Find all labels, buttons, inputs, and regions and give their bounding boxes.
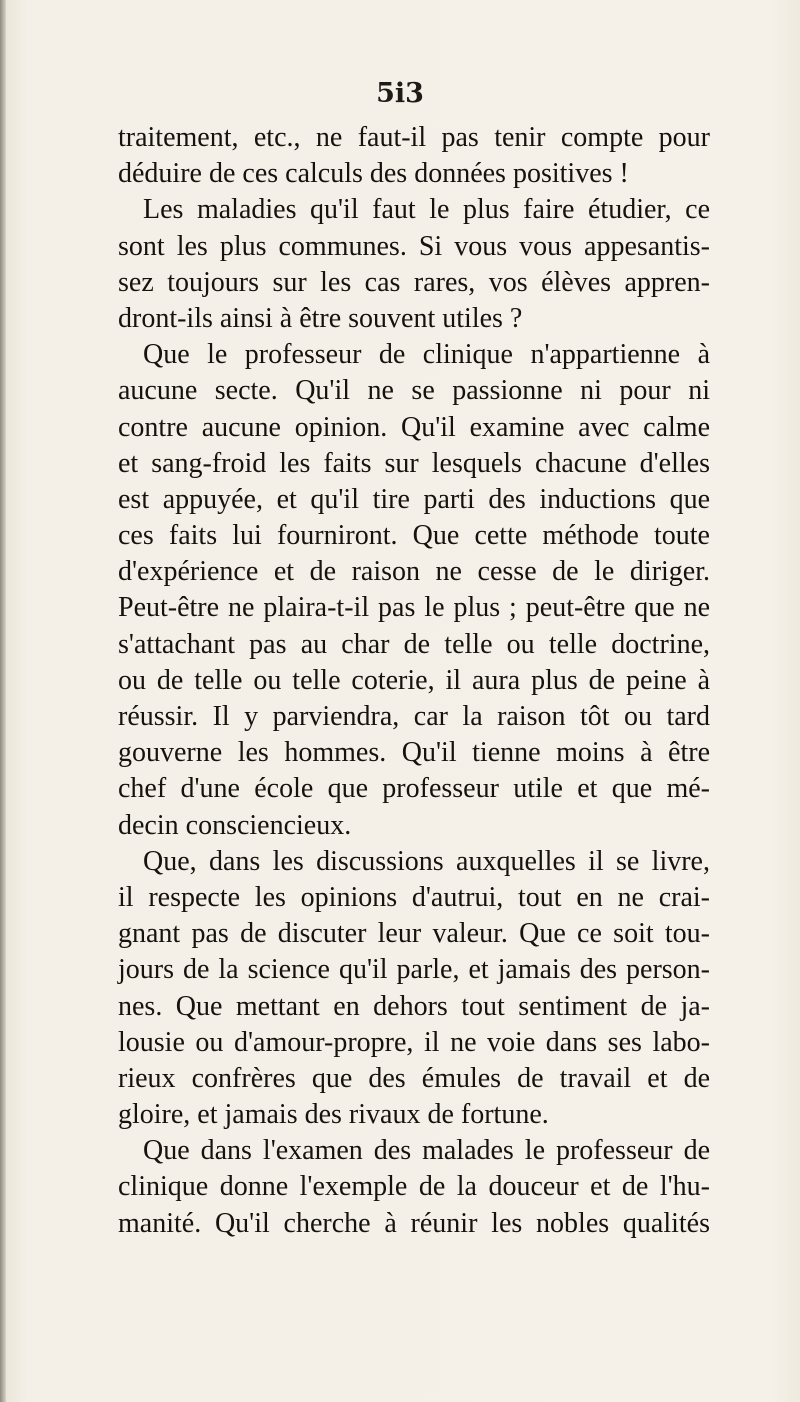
text-line: déduire de ces calculs des données positives ! xyxy=(118,158,629,190)
text-line: ou de telle ou telle coterie, il aura plus de peine à xyxy=(118,664,710,696)
text-line: jours de la science qu'il parle, et jamais des person- xyxy=(118,954,710,986)
page-left-edge xyxy=(0,0,6,1402)
text-line: manité. Qu'il cherche à réunir les nobles qualités xyxy=(118,1207,710,1239)
text-line: nes. Que mettant en dehors tout sentiment de ja- xyxy=(118,990,710,1022)
text-line: est appuyée, et qu'il tire parti des inductions que xyxy=(118,483,710,515)
text-line: d'expérience et de raison ne cesse de le diriger. xyxy=(118,556,710,588)
text-line: réussir. Il y parviendra, car la raison tôt ou tard xyxy=(118,701,710,732)
text-line: lousie ou d'amour-propre, il ne voie dans ses labo- xyxy=(118,1026,710,1058)
text-line: Que dans l'examen des malades le professeur de xyxy=(143,1135,710,1167)
text-line: decin consciencieux. xyxy=(118,809,352,841)
text-line: dront-ils ainsi à être souvent utiles ? xyxy=(118,302,523,334)
text-line: Que le professeur de clinique n'appartienne à xyxy=(143,339,710,371)
text-line: ces faits lui fourniront. Que cette méthode toute xyxy=(118,520,710,552)
text-line: il respecte les opinions d'autrui, tout en ne crai- xyxy=(118,881,710,913)
text-line: et sang-froid les faits sur lesquels chacune d'elles xyxy=(118,447,710,479)
text-line: Peut-être ne plaira-t-il pas le plus ; peut-être que ne xyxy=(118,592,710,624)
text-line: contre aucune opinion. Qu'il examine avec calme xyxy=(118,411,710,443)
text-line: Les maladies qu'il faut le plus faire étudier, ce xyxy=(143,194,710,226)
text-line: s'attachant pas au char de telle ou telle doctrine, xyxy=(118,628,710,660)
text-line: gloire, et jamais des rivaux de fortune. xyxy=(118,1099,549,1131)
text-line: traitement, etc., ne faut-il pas tenir compte pour xyxy=(118,122,710,153)
text-line: sont les plus communes. Si vous vous appesantis- xyxy=(118,230,710,262)
text-line: aucune secte. Qu'il ne se passionne ni pour ni xyxy=(118,375,710,407)
text-line: gnant pas de discuter leur valeur. Que ce soit tou- xyxy=(118,918,710,950)
body-text xyxy=(118,120,710,1242)
text-line: rieux confrères que des émules de travail et de xyxy=(118,1062,710,1094)
text-line: sez toujours sur les cas rares, vos élèves appren- xyxy=(118,266,710,298)
text-line: chef d'une école que professeur utile et que mé- xyxy=(118,773,710,805)
text-line: gouverne les hommes. Qu'il tienne moins à être xyxy=(118,737,710,769)
text-line: clinique donne l'exemple de la douceur et de l'hu- xyxy=(118,1171,710,1203)
page-number: 5i3 xyxy=(376,78,424,109)
text-line: Que, dans les discussions auxquelles il se livre, xyxy=(143,845,710,877)
